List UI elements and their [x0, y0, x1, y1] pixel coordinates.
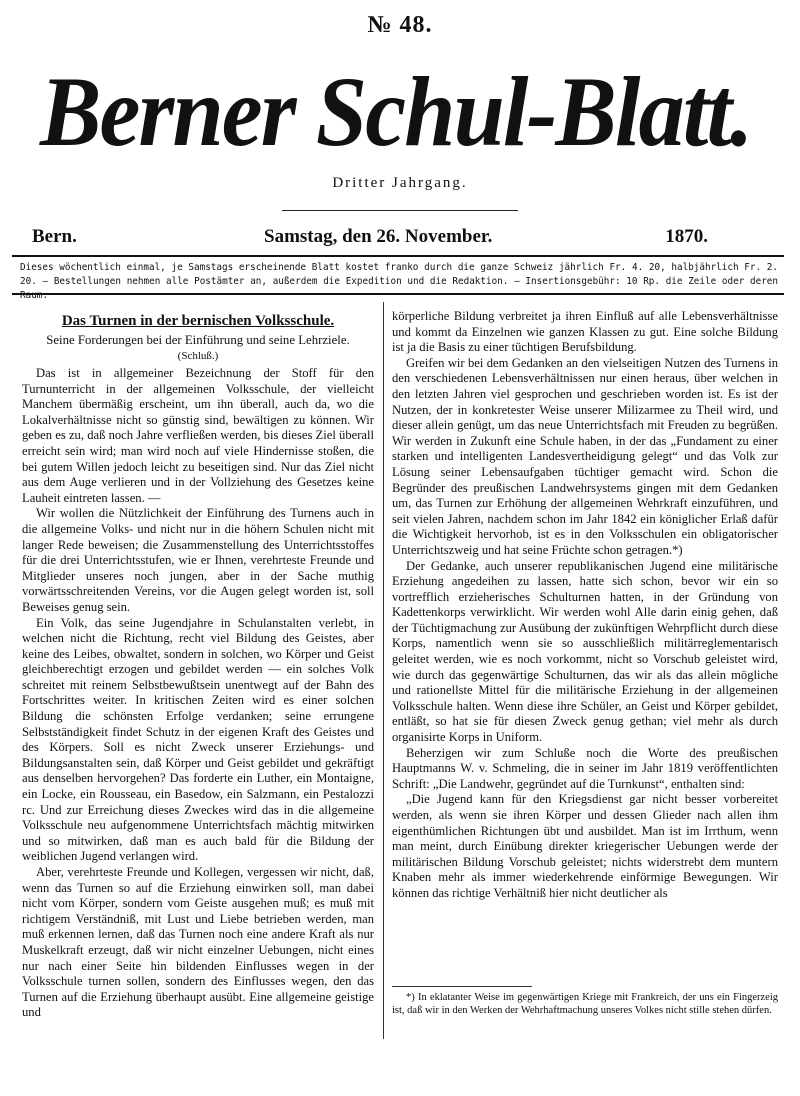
- dateline-year: 1870.: [665, 226, 708, 247]
- column-left: [22, 306, 374, 1021]
- paragraph: Ein Volk, das seine Jugendjahre in Schulanstalten verlebt, in welchen nicht die Richtung, recht viel Bildung des Geistes, aber keine des Leibes, obwaltet, sondern in solchen, wo Körper und Geist gleichberechtigt erzogen und gebildet werden — ein solches Volk schreitet mit reinem Selbstbewußtsein unentwegt auf der Bahn des Fortschrittes weiter. In kritischen Zeiten wird es einer solchen Bildung die schönsten Erfolge verdanken; seine errungene Selbstständigkeit findet Schutz in der eigenen Kraft des Geistes und des Körpers. Soll es nicht Zweck unserer Erziehungs- und Bildungsanstalten sein, daß Körper und Geist gebildet und gekräftigt aus denselben hervorgehen? Das forderte ein Luther, ein Montaigne, ein Locke, ein Rousseau, ein Basedow, ein Salzmann, ein Pestalozzi rc. Und zur Erreichung dieses Zweckes wird das in die allgemeine Volksschule neu aufgenommene Unterrichtsfach mächtig mitwirken und so mitwirken, daß man es auch bald für die Bildung der weiblichen Jugend verlangen wird.: [22, 615, 374, 864]
- footnote-rule: [392, 986, 532, 987]
- paragraph: Der Gedanke, auch unserer republikanischen Jugend eine militärische Erziehung angedeihen zu lassen, hatte sich schon, bevor wir ein so vortrefflich erzieherisches Schulturnen hatten, in der Gründung von Kadettenkorps verwirklicht. Wir werden wohl Alle darin einig gehen, daß der Tüchtigmachung zur Ausübung der zukünftigen Wehrpflicht durch diese Korps, namentlich wenn sie so ausschließlich militärreglementarisch geleitet werden, wie es noch vorkommt, nicht so Vorschub geleistet wird, wie durch das gegenwärtige Schulturnen, das wir als das allein mögliche und rationellste Mittel für die militärische Erziehung in der allgemeinen Volksschule halten. Wenn diese ihre Schüler, an Geist und Körper gebildet, entläßt, so hat sie für diesen Zweck genug gethan; viel mehr als durch organisirte Korps in Uniform.: [392, 558, 778, 745]
- masthead-title: Berner Schul-Blatt.: [40, 56, 752, 167]
- article-continuation-note: (Schluß.): [177, 350, 219, 362]
- article-title: Das Turnen in der bernischen Volksschule.: [61, 313, 335, 329]
- header-divider: [282, 210, 518, 211]
- volume-line: Dritter Jahrgang.: [332, 175, 468, 191]
- footnote-text: *) In eklatanter Weise im gegenwärtigen Kriege mit Frankreich, der uns ein Fingerzeig ist, daß wir in den Werken der Wehrhaftmachung unseres Volkes nicht stille stehen dürfen.: [392, 992, 778, 1016]
- paragraph: Aber, verehrteste Freunde und Kollegen, vergessen wir nicht, daß, wenn das Turnen so auf die Erziehung einwirken soll, man dabei nicht vom Körper, sondern vom Geiste ausgehen muß; es muß mit richtigem Verständniß, mit Lust und Liebe betrieben werden, man muß erkennen lernen, daß das Turnen noch eine andere Kraft als nur Muskelkraft erzeugt, daß wir nicht einzelner Uebungen, nicht eines nur nach einer Seite hin bildenden Einflusses wegen in der Volksschule turnen sollen, sondern des Einflusses wegen, den das Turnen auf die Erziehung überhaupt ausübt. Eine allgemeine geistige und: [22, 865, 374, 1020]
- footnote: [392, 986, 778, 1017]
- dateline-place: Bern.: [32, 226, 77, 247]
- paragraph: Wir wollen die Nützlichkeit der Einführung des Turnens auch in die allgemeine Volks- und nicht nur in die höhern Schulen nicht mit langer Rede beweisen; die Zusammenstellung des Unterrichtsstoffes für die drei Unterrichtsstufen, wie er Ihnen, verehrteste Freunde und Mitglieder unseres noch jungen, aber in der Sache muthig vorwärtsschreitenden Vereins, vor die Augen gelegt worden ist, soll Beweises genug sein.: [22, 506, 374, 614]
- notice-rule-top: [12, 255, 784, 257]
- paragraph: Greifen wir bei dem Gedanken an den vielseitigen Nutzen des Turnens in den verschiedenen Lebensverhältnissen nur einen heraus, über welchen in den letzten Jahren viel gesprochen und geschrieben worden ist. Es ist der Nutzen, der in konkretester Weise unserer Milizarmee zu Theil wird, und dieser allein genügt, um das neue Unterrichtsfach mit Freuden zu begrüßen. Wir werden in Zukunft eine Schule haben, in der das „Fundament zu einer starken und intelligenten Landesvertheidigung gelegt“ und das Volk zur Lösung seiner Lebensaufgaben tüchtiger gemacht wird. Schon die Begründer des preußischen Landwehrsystems gingen mit dem Gedanken um, das Turnen zur Erhöhung der allgemeinen Wehrkraft einzuführen, und seit vielen Jahren, nachdem schon im Jahr 1842 ein königlicher Erlaß dafür die Wichtigkeit hervorhob, ist es in den Volksschulen ein obligatorischer Unterrichtszweig und hat seine Früchte schon getragen.*): [392, 355, 778, 557]
- dateline: [32, 226, 708, 250]
- column-divider: [383, 302, 384, 1039]
- article-subtitle: Seine Forderungen bei der Einführung und seine Lehrziele.: [46, 333, 350, 347]
- column-right: [392, 309, 778, 902]
- paragraph: körperliche Bildung verbreitet ja ihren Einfluß auf alle Lebensverhältnisse und kommt da Einzelnen wie ganzen Klassen zu gut. Eine solche Bildung ist ja die Basis zu einer tüchtigen Berufsbildung.: [392, 309, 778, 355]
- notice-rule-bottom: [12, 293, 784, 295]
- subscription-notice: Dieses wöchentlich einmal, je Samstags erscheinende Blatt kostet franko durch die ganze Schweiz jährlich Fr. 4. 20, halbjährlich Fr. 2. 20. — Bestellungen nehmen alle Postämter an, außerdem die Expedition und die Redaktion. — Insertionsgebühr: 10 Rp. die Zeile oder deren Raum.: [20, 262, 778, 301]
- paragraph: Beherzigen wir zum Schluße noch die Worte des preußischen Hauptmanns W. v. Schmeling, die in seiner im Jahr 1819 veröffentlichten Schrift: „Die Landwehr, gegründet auf die Turnkunst“, enthalten sind:: [392, 745, 778, 791]
- issue-number: № 48.: [367, 12, 433, 38]
- dateline-date: Samstag, den 26. November.: [264, 226, 493, 247]
- paragraph: „Die Jugend kann für den Kriegsdienst gar nicht besser vorbereitet werden, als wenn sie ihren Körper und dessen Glieder nach allen ihm eigenthümlichen Richtungen übt und ausbildet. Man ist im Irrthum, wenn man meint, durch Einübung direkter kriegerischer Uebungen werde der militärischen Bildung Vorschub geleistet; nichts widerstrebt dem muntern Knaben mehr als immer wiederkehrende einförmige Bewegungen. Wir können das richtige Verhältniß hier nicht deutlicher als: [392, 792, 778, 900]
- paragraph: Das ist in allgemeiner Bezeichnung der Stoff für den Turnunterricht in der allgemeinen Volksschule, der vielleicht Manchem übermäßig erscheint, um ihn überall, auch da, wo die Lokalverhältnisse nicht so günstig sind, bewältigen zu können. Wir geben es zu, daß noch Jahre verfließen werden, bis dieses Ziel überall erreicht sein wird; man wird noch auf viele Hindernisse stoßen, die bei gutem Willen jedoch leicht zu beseitigen sind. Nur das Ziel nicht aus dem Auge verlieren und in der Vollziehung des Gesetzes keine Lauheit eintreten lassen. —: [22, 366, 374, 505]
